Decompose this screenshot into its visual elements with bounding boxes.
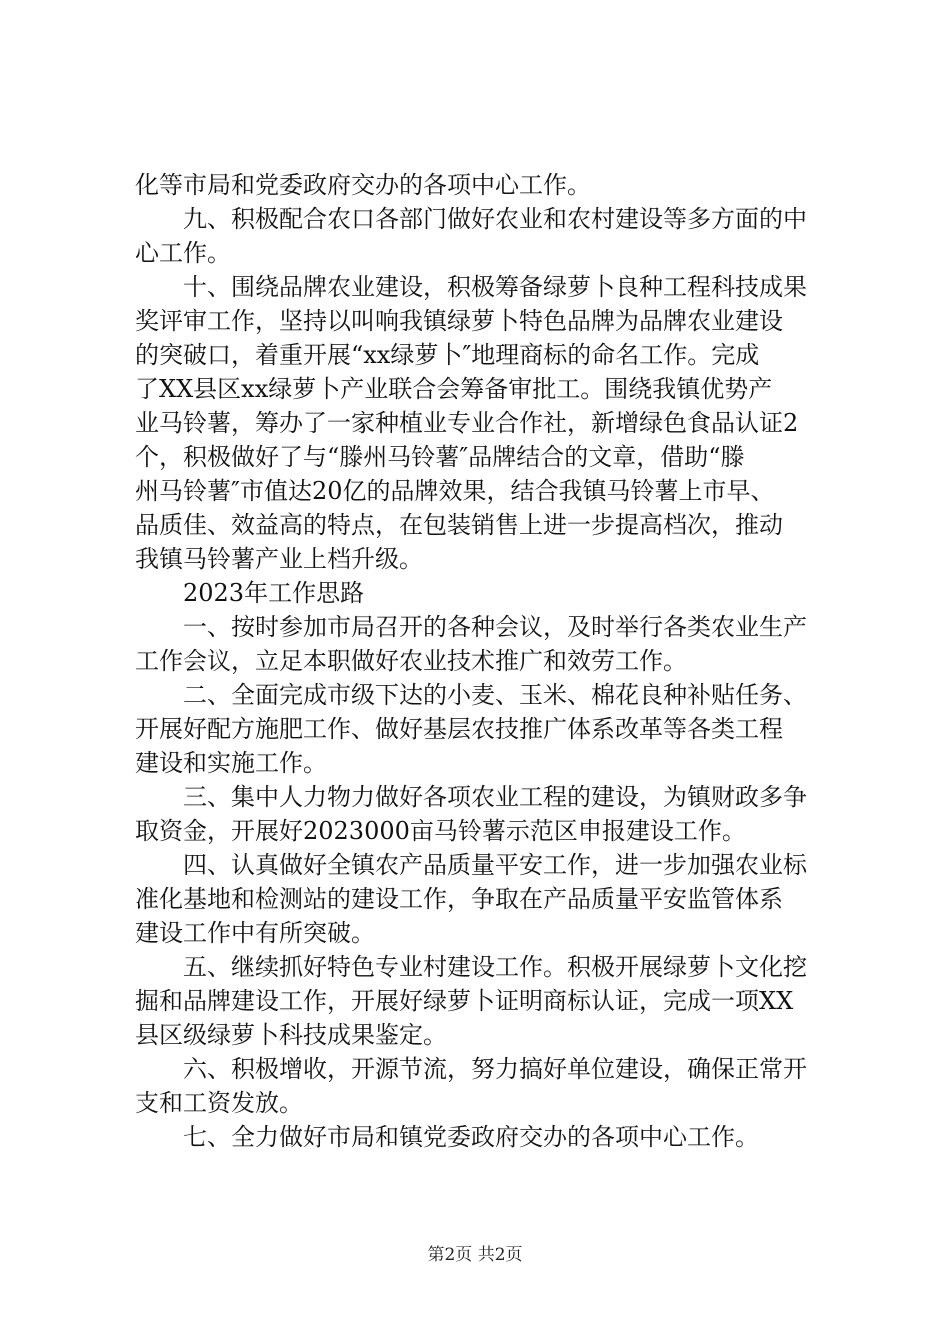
text-line: 建设和实施工作。: [135, 749, 327, 777]
section-heading: 2023年工作思路: [183, 579, 365, 607]
text-line: 取资金，开展好2023000亩马铃薯示范区申报建设工作。: [135, 817, 746, 845]
text-line: 县区级绿萝卜科技成果鉴定。: [135, 1021, 447, 1049]
text-line: 心工作。: [135, 239, 231, 267]
text-line: 七、全力做好市局和镇党委政府交办的各项中心工作。: [183, 1123, 759, 1151]
text-line: 州马铃薯″市值达20亿的品牌效果，结合我镇马铃薯上市早、: [135, 477, 775, 505]
text-line: 建设工作中有所突破。: [135, 919, 375, 947]
text-line: 品质佳、效益高的特点，在包装销售上进一步提高档次，推动: [135, 511, 783, 539]
text-line: 开展好配方施肥工作、做好基层农技推广体系改革等各类工程: [135, 715, 783, 743]
text-line: 的突破口，着重开展“xx绿萝卜″地理商标的命名工作。完成: [135, 341, 760, 369]
text-line: 奖评审工作，坚持以叫响我镇绿萝卜特色品牌为品牌农业建设: [135, 307, 783, 335]
text-line: 工作会议，立足本职做好农业技术推广和效劳工作。: [135, 647, 687, 675]
text-line: 支和工资发放。: [135, 1089, 303, 1117]
text-line: 十、围绕品牌农业建设，积极筹备绿萝卜良种工程科技成果: [183, 273, 807, 301]
text-line: 准化基地和检测站的建设工作，争取在产品质量平安监管体系: [135, 885, 783, 913]
page-number-footer: 第2页 共2页: [427, 1245, 523, 1265]
text-line: 四、认真做好全镇农产品质量平安工作，进一步加强农业标: [183, 851, 807, 879]
text-line: 一、按时参加市局召开的各种会议，及时举行各类农业生产: [183, 613, 807, 641]
text-line: 九、积极配合农口各部门做好农业和农村建设等多方面的中: [183, 205, 807, 233]
text-line: 了XX县区xx绿萝卜产业联合会筹备审批工。围绕我镇优势产: [135, 375, 773, 403]
text-line: 掘和品牌建设工作，开展好绿萝卜证明商标认证，完成一项XX: [135, 987, 794, 1015]
text-line: 业马铃薯，筹办了一家种植业专业合作社，新增绿色食品认证2: [135, 409, 799, 437]
text-line: 个，积极做好了与“滕州马铃薯″品牌结合的文章，借助“滕: [135, 443, 745, 471]
text-line: 化等市局和党委政府交办的各项中心工作。: [135, 171, 591, 199]
text-line: 二、全面完成市级下达的小麦、玉米、棉花良种补贴任务、: [183, 681, 807, 709]
text-line: 我镇马铃薯产业上档升级。: [135, 545, 423, 573]
text-line: 五、继续抓好特色专业村建设工作。积极开展绿萝卜文化挖: [183, 953, 807, 981]
text-line: 三、集中人力物力做好各项农业工程的建设，为镇财政多争: [183, 783, 807, 811]
text-line: 六、积极增收，开源节流，努力搞好单位建设，确保正常开: [183, 1055, 807, 1083]
